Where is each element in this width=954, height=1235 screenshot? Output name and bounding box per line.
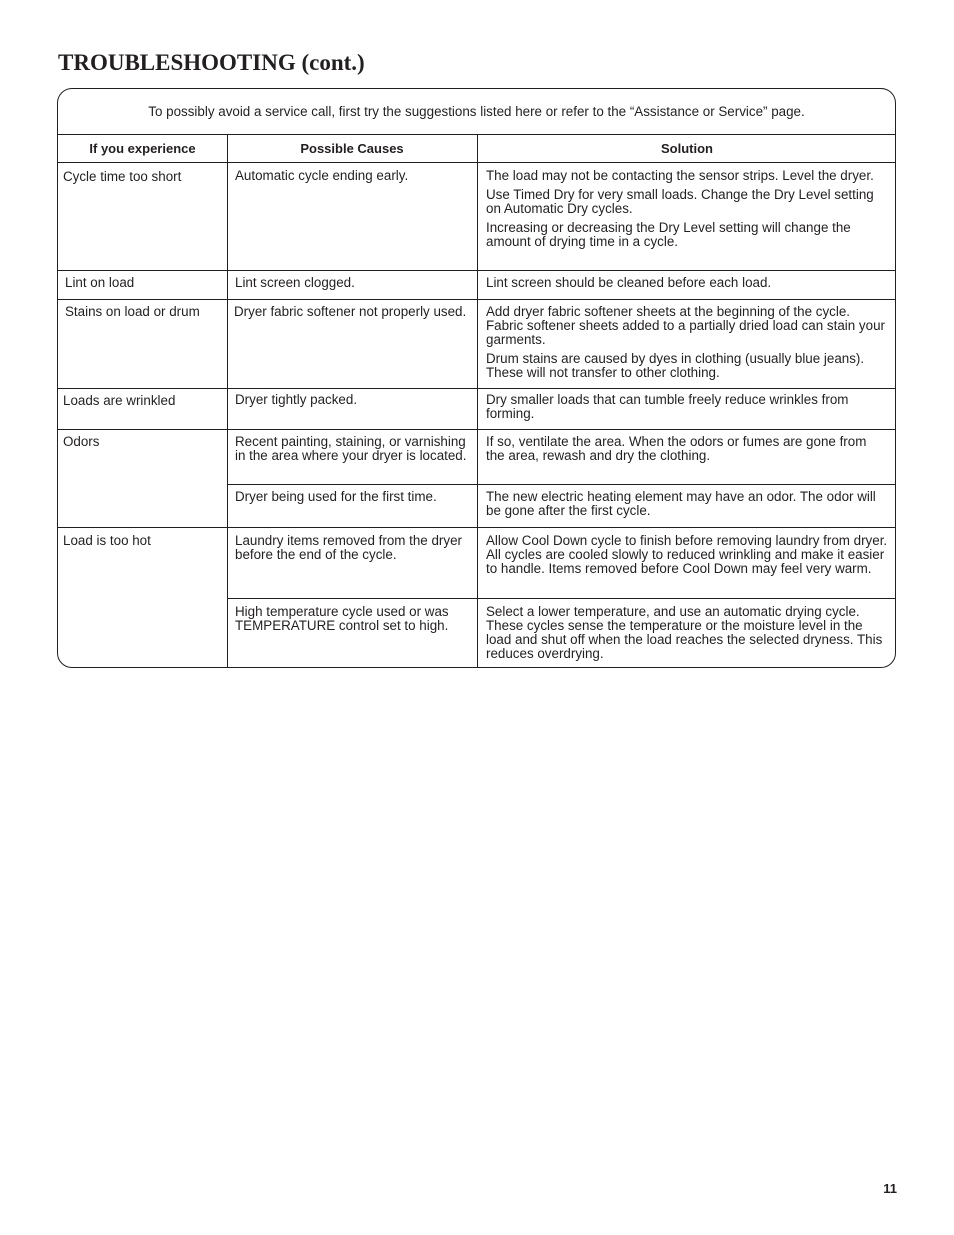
header-solution: Solution [477,135,896,163]
table-row-solution [486,534,888,581]
solution-text: The new electric heating element may have an odor. The odor will be gone after the first cycle. [486,489,876,518]
solution-text: Drum stains are caused by dyes in clothing (usually blue jeans). These will not transfer to other clothing. [486,351,865,380]
subrow-divider [227,484,895,485]
solution-text: If so, ventilate the area. When the odors or fumes are gone from the area, rewash and dry the clothing. [486,434,867,463]
solution-text: Dry smaller loads that can tumble freely reduce wrinkles from forming. [486,392,849,421]
row-divider [58,388,895,389]
table-row-solution [486,169,886,254]
table-row-problem: Odors [63,434,100,449]
solution-text: Add dryer fabric softener sheets at the beginning of the cycle. Fabric softener sheets added to a partially dried load can stain your garments. [486,304,885,347]
table-row-solution [486,435,886,468]
table-row-cause: Dryer being used for the first time. [235,489,437,504]
subrow-divider [227,598,895,599]
column-divider [477,135,478,667]
troubleshooting-table [57,88,896,668]
row-divider [58,270,895,271]
solution-text: The load may not be contacting the sensor strips. Level the dryer. [486,168,874,183]
column-divider [227,135,228,667]
header-problem: If you experience [58,135,227,163]
table-row-solution [486,305,888,385]
table-row-solution [486,490,886,523]
table-row-problem: Lint on load [65,275,135,290]
table-row-cause: Lint screen clogged. [235,275,355,290]
table-row-cause: High temperature cycle used or was TEMPERATURE control set to high. [235,604,449,633]
table-row-problem: Loads are wrinkled [63,393,176,408]
table-row-problem: Stains on load or drum [65,304,200,319]
row-divider [58,429,895,430]
table-row-cause: Automatic cycle ending early. [235,168,409,183]
solution-text: Lint screen should be cleaned before each load. [486,275,772,290]
solution-text: Allow Cool Down cycle to finish before removing laundry from dryer. All cycles are cooled slowly to reduced wrinkling and make it easier to handle. Items removed before Cool Down may feel very warm. [486,533,888,576]
table-row-solution [486,393,886,426]
table-row-problem: Load is too hot [63,533,151,548]
table-row-cause: Dryer fabric softener not properly used. [234,304,467,319]
table-row-solution [486,276,886,295]
table-row-solution [486,605,888,666]
table-row-cause: Laundry items removed from the dryer before the end of the cycle. [235,533,462,562]
header-causes: Possible Causes [227,135,477,163]
row-divider [58,299,895,300]
table-row-cause: Recent painting, staining, or varnishing in the area where your dryer is located. [235,434,467,463]
intro-text: To possibly avoid a service call, first try the suggestions listed here or refer to the “Assistance or Service” page. [58,89,895,135]
page-number: 11 [883,1181,897,1196]
row-divider [58,527,895,528]
solution-text: Use Timed Dry for very small loads. Change the Dry Level setting on Automatic Dry cycles. [486,187,874,216]
solution-text: Increasing or decreasing the Dry Level setting will change the amount of drying time in a cycle. [486,220,851,249]
table-row-problem: Cycle time too short [63,169,182,184]
table-row-cause: Dryer tightly packed. [235,392,358,407]
page-title: TROUBLESHOOTING (cont.) [58,50,365,75]
solution-text: Select a lower temperature, and use an automatic drying cycle. These cycles sense the temperature or the moisture level in the load and shut off when the load reaches the selected dryness. This reduces overdrying. [486,604,883,661]
